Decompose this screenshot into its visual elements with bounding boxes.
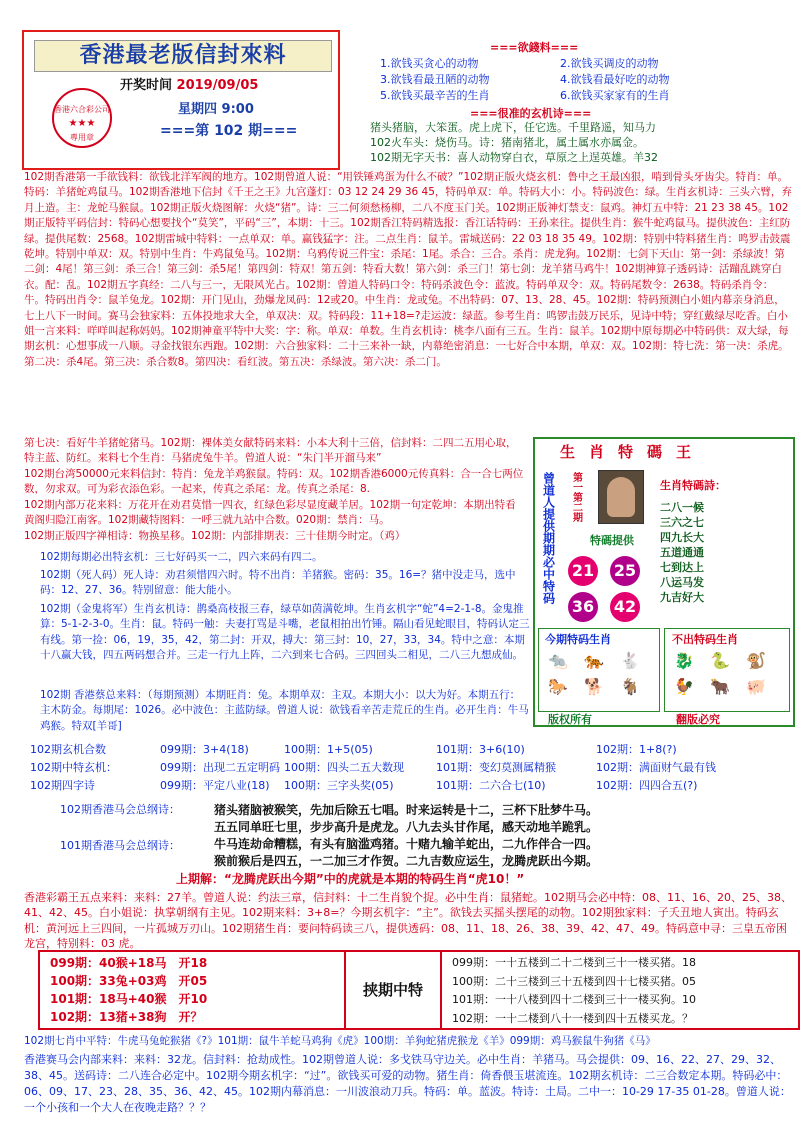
verse-line: 牛马连劫命糟糕，有头有脑滥鸡猪。十赌九输羊蛇出，二九作伴合一四。 [214, 837, 599, 851]
king-vertical-text: 曾道人提供期期必中特码 [541, 472, 556, 604]
poem-line: 猪头猪脑，大笨蛋。虎上虎下，任它选。千里路遥，知马力 [370, 121, 656, 134]
qian-item: 2.欲钱买调皮的动物 [560, 57, 659, 70]
this-issue-zodiac-icons [546, 652, 656, 696]
verse-line: 猴前猴后是四五，一二加三才作贺。二九吉数应运生，龙腾虎跃出今期。 [214, 854, 599, 868]
king-poem-label: 生肖特碼詩： [660, 479, 726, 492]
table-cell: 099期：出现二五定明码 [160, 761, 280, 774]
table-cell: 101期：二六合七(10) [436, 779, 546, 792]
ox-icon: 🐂 [710, 677, 730, 696]
previous-issue-note: 上期解：“龙腾虎跃出今期”中的虎就是本期的特码生肖“虎10！” [176, 872, 525, 886]
qian-item: 5.欲钱买最辛苦的生肖 [380, 89, 490, 102]
main-paragraph: 102期台湾50000元来料信封：特肖：兔龙羊鸡猴鼠。特码：双。102期香港6000元传真料：合一合七两位数，勿求双。可为彩衣添色彩。一起来，传真之杀尾：龙。传真之杀尾：8. [24, 468, 524, 496]
poem-title: ===很准的玄机诗=== [470, 107, 592, 120]
table-cell: 100期：三字头奖(05) [284, 779, 394, 792]
company-seal [52, 88, 112, 148]
table-cell: 102期玄机合数 [30, 743, 106, 756]
weekday: 星期四 9:00 [178, 102, 254, 117]
this-issue-label: 今期特码生肖 [545, 633, 611, 646]
snake-icon: 🐍 [710, 651, 730, 670]
redbox-left-line: 101期：18马+40猴 开10 [50, 992, 208, 1006]
king-poem-line: 四九长大 [660, 531, 704, 544]
redbox-right [452, 954, 696, 1028]
table-cell: 102期中特玄机： [30, 761, 117, 774]
table-cell: 102期：1+8(?) [596, 743, 677, 756]
goat-icon: 🐐 [620, 677, 640, 696]
table-cell: 102期：四四合五(?) [596, 779, 698, 792]
number-ball: 25 [610, 556, 640, 586]
supply-label: 特碼提供 [590, 534, 634, 547]
king-poem [660, 500, 790, 605]
table-cell: 102期四字诗 [30, 779, 95, 792]
pig-icon: 🐖 [746, 677, 766, 696]
mid-paragraph: 102期每期必出特玄机：三七好码买一二，四六来码有四二。 [40, 551, 323, 563]
seal-text-bottom: 專用章 [70, 132, 94, 142]
lower-paragraph: 香港彩霸王五点来料：来料：27羊。曾道人说：约法三章，信封料：十二生肖貌个捉。必中生肖：鼠猪蛇。102期马会必中特：08、11、16、20、25、38、41、42、45。白小姐说：执掌朝纲有主见。102期来料：3+8=？今期玄机字：“主”。欲钱去买摇头摆尾的动物。102期独家料：子夭丑地人寅出。特码玄机：黄河远上三四间，一片孤城万刃山。102期猪生肖：要问特码读三八，提供透码：08、11、18、26、38、39、42、47、49。特码意中寻：三皇五帝困龙宫，特别料：03 虎。 [24, 891, 792, 951]
table-cell: 102期：满面财气最有钱 [596, 761, 716, 774]
verse-line: 五五同单旺七里，步步高升是虎龙。八九去头甘作尾，感天动地羊跪乳。 [214, 820, 599, 834]
redbox-left [50, 954, 207, 1026]
redbox-right-line: 099期：一十五楼到二十二楼到三十一楼买猪。18 [452, 956, 696, 969]
main-paragraph: 第七决：看好牛羊猪蛇猪马。102期：裸体美女献特码来料：小本大利十三倍，信封料：二四二五用心取，特主蓝、防红。来料七个生肖：马猪虎兔牛羊。曾道人说：“朱门半开溜马来” [24, 437, 517, 465]
table-cell: 101期：变幻莫测属精猴 [436, 761, 556, 774]
redbox-right-line: 102期：一十二楼到八十一楼到四十五楼买龙。？ [452, 1011, 693, 1025]
mid-paragraph: 102期 香港蔡总来料：（每期预测）本期旺肖：兔。本期单双：主双。本期大小：以大为好。本期五行：主木防金。每期尾：1026。必中波色：主蓝防绿。曾道人说：欲钱看辛苦走荒丘的生肖。必开生肖：牛马鸡猴。特双[羊哥] [40, 689, 529, 732]
number-ball: 36 [568, 592, 598, 622]
mid-paragraph: 102期（死人码）死人诗：劝君须惜四六时。特不出肖：羊猪猴。密码：35。16=？猪中没走马，选中码：12、27、36。特别留意：能大能小。 [40, 569, 516, 597]
main-paragraph: 102期正版四字禅相诗：物换星移。102期：内部排期表：三十佳期今时定。（鸡） [24, 530, 406, 542]
table-cell: 100期：1+5(05) [284, 743, 373, 756]
period-number: ===第 102 期=== [160, 123, 298, 139]
poem-line: 102期无字天书：喜人动物穿白衣，草原之上逞英雄。羊32 [370, 151, 658, 164]
seal-text-top: 香港六合彩公司 [54, 105, 110, 114]
verse-label-102: 102期香港马会总纲诗： [60, 803, 180, 816]
poem-line: 102火车头：烧伤马。诗：猪南猪北，属土属水亦属金。 [370, 136, 644, 149]
redbox-left-line: 099期：40猴+18马 开18 [50, 956, 208, 970]
draw-time [120, 78, 258, 94]
tiger-icon: 🐅 [584, 651, 604, 670]
page-title: 香港最老版信封來料 [34, 40, 332, 72]
qian-title: ===欲錢料=== [490, 41, 579, 54]
not-out-label: 不出特码生肖 [672, 633, 738, 646]
table-cell: 101期：3+6(10) [436, 743, 525, 756]
seal-stars-icon: ★★★ [68, 117, 96, 129]
table-cell: 100期：四头二五大数现 [284, 761, 404, 774]
table-cell: 099期：平定八业(18) [160, 779, 270, 792]
qian-item: 1.欲钱买贪心的动物 [380, 57, 479, 70]
number-ball: 42 [610, 592, 640, 622]
main-paragraph: 102期内部万花来料：万花开在劝君莫惜一四衣，红绿色彩尽显度藏羊居。102期一句定乾坤：本期出特看黄阁归隐江南客。102期藏特图料：一呼三就九站中合数。020期：禁肖：马。 [24, 499, 516, 527]
qian-item: 3.欲钱看最丑陋的动物 [380, 73, 490, 86]
draw-time-value: 2019/09/05 [176, 78, 259, 93]
mid-paragraph: 102期（金鬼将军）生肖玄机诗：鹊桑高枝报三春，绿草如茵满乾坤。生肖玄机字“蛇”4=2-1-8。金鬼推算：5-1-2-3-0。生肖：鼠。特码一触：夫妻打骂是斗嘴，老鼠相拍出竹锤。隔山看见蛇眼目，特码认定三有线。第一捡：06，19，35，42，第二封：开双，搏大：第三封：10，27，33，34。特中之意：本期十八赢大钱，四五两码想合并。三走一行九上阵，二六到来七合码。三四回头二相见，二八三九想成仙。 [40, 603, 530, 662]
rabbit-icon: 🐇 [620, 651, 640, 670]
not-out-zodiac-icons [672, 652, 782, 696]
poem-box [370, 120, 800, 165]
king-poem-line: 二八一候 [660, 501, 704, 514]
table-cell: 099期：3+4(18) [160, 743, 249, 756]
rooster-icon: 🐓 [674, 677, 694, 696]
rat-icon: 🐀 [548, 651, 568, 670]
bottom-paragraph: 香港赛马会内部来料：来料：32龙。信封料：抢劫成性。102期曾道人说：多戈铁马守边关。必中生肖：羊猪马。马会提供：09、16、22、27、29、32、38、45。送码诗：二八连合必定中。102期今期玄机字：“过”。欲钱买可爱的动物。猪生肖：倚香偎玉堪流连。102期玄机诗：二三合数定本期。特码必中：06、09、17、23、28、35、36、42、45。102期内幕消息：一川波浪动刀兵。特码：单。蓝波。特诗：土局。二中一：10-29 17-35 01-28。曾道人说：一个小孩和一个大人在夜晚走路？？？ [24, 1053, 791, 1114]
verse-102 [214, 802, 598, 836]
piracy-notice: 翻版必究 [676, 713, 720, 726]
qian-item: 4.欲钱看最好吃的动物 [560, 73, 670, 86]
king-poem-line: 三六之七 [660, 516, 704, 529]
qian-item: 6.欲钱买家家有的生肖 [560, 89, 670, 102]
redbox-left-line: 102期：13猪+38狗 开？ [50, 1010, 203, 1024]
king-issue-marker: 第一第二期 [570, 472, 582, 522]
main-paragraph: 102期香港第一手欲钱料：欲钱北洋军阀的地方。102期曾道人说：“用铁锤鸡蛋为什么不破？”102期正版火烧玄机：鲁中之王最凶狠，啃到骨头牙齿尖。特肖：单。特码：羊猪蛇鸡鼠马。102期香港地下信封《千王之王》九宫蓬灯：03 12 24 29 36 45，特码单双：单。特码大小：小。特码波色：绿。生肖玄机诗：三头六臂，弃月上造。主：龙蛇马猴鼠。102期正版火烧图解：火烧“猪”。诗：三二何须愁杨柳，二八不度玉门关。102期正版神灯禁支：鼠鸡。神灯五中特：21 23 38 45。102期正版特平码信封：特码心想要找个“莫笑”，平码“三”，本期：十三。102期香江特码精选报：香江话特码：王孙来往。提供生肖：猴牛蛇鸡鼠马。提供波色：主红防绿。提供尾数：2568。102期雷城中特料：一点单双：单。赢钱猛字：注。二点生肖：鼠羊。雷城送码：22 03 18 35 49。102期：特别中特料猪生肖：鸣罗击鼓震乾坤。特别中单双：双。特别中生肖：牛鸡鼠兔马。102期：乌鸦传说三件宝：杀尾：1尾。杀合：三合。杀肖：虎龙狗。102期：七剑下天山：第一剑：杀绿波！第二剑：4尾！第三剑：杀三合！第三剑：杀5尾！第四剑：特双！第五剑：特看大数！第六剑：杀三门！第七剑：龙羊猪马鸡牛！102期神算子透码诗：活蹦乱跳穿白衣。配：乱。102期五字真经：二八与三一，无限风光占。102期：曾道人特码口令：特码杀波色令：蓝波。特码单双令：双。特码尾数令：2638。特码杀肖令：牛。特码出肖令：鼠羊兔龙。102期：开门见山，劲爆龙凤码：12或20。中生肖：龙或兔。不出特码：07、13、28、45。102期：特码预测白小姐内幕亲身消息，七上八下一时间。赛马会独家料：五体投地求大全，单双决：双。特码段：11+18=?走运波：绿蓝。参考生肖：鸣锣击鼓万民乐，见诗中特；穿红戴绿尽吃香。白小姐一言来料：咩咩叫起称妈妈。102期神童平特中大奖：字：称。单双：单数。生肖玄机诗：桃李八面有三五。生肖：鼠羊。102期中原每期必中特码供：双大绿，每期玄机：心想事成一八顺。寻金找银东西跑。102期：六合独家料：二十三来补一缺，内幕绝密消息：一七好合中本期，单双：双。102期：特七洗：第一决：杀虎。第二决：杀4尾。第三决：杀合数8。第四决：看红波。第五决：杀绿波。第六决：杀二门。 [24, 171, 792, 368]
monkey-icon: 🐒 [746, 651, 766, 670]
redbox-right-line: 101期：一十八楼到四十二楼到三十一楼买狗。10 [452, 993, 696, 1006]
verse-label-101: 101期香港马会总纲诗： [60, 839, 180, 852]
verse-101 [214, 836, 598, 870]
draw-time-label: 开奖时间 [120, 78, 173, 93]
king-poem-line: 九吉好大 [660, 591, 704, 604]
king-poem-line: 八运马发 [660, 576, 704, 589]
bottom-paragraph: 102期七肖中平特：牛虎马兔蛇猴猪《?》101期：鼠牛羊蛇马鸡狗《虎》100期：羊狗蛇猪虎猴龙《羊》099期：鸡马猴鼠牛狗猪《马》 [24, 1035, 656, 1047]
verse-line: 猪头猪脑被猴笑，先加后除五七唱。时来运转是十二，三杯下肚梦牛马。 [214, 803, 599, 817]
dragon-icon: 🐉 [674, 651, 694, 670]
redbox-right-line: 100期：二十三楼到三十五楼到四十七楼买猪。05 [452, 974, 696, 988]
redbox-middle-title: 挟期中特 [344, 950, 442, 1030]
horse-icon: 🐎 [548, 677, 568, 696]
dog-icon: 🐕 [584, 677, 604, 696]
zodiac-king-title: 生肖特碼王 [560, 443, 706, 461]
portrait-photo [598, 470, 644, 524]
king-poem-line: 五道通通 [660, 546, 704, 559]
copyright: 版权所有 [548, 713, 592, 726]
number-ball: 21 [568, 556, 598, 586]
king-poem-line: 七到达上 [660, 561, 704, 574]
redbox-left-line: 100期：33兔+03鸡 开05 [50, 974, 208, 988]
